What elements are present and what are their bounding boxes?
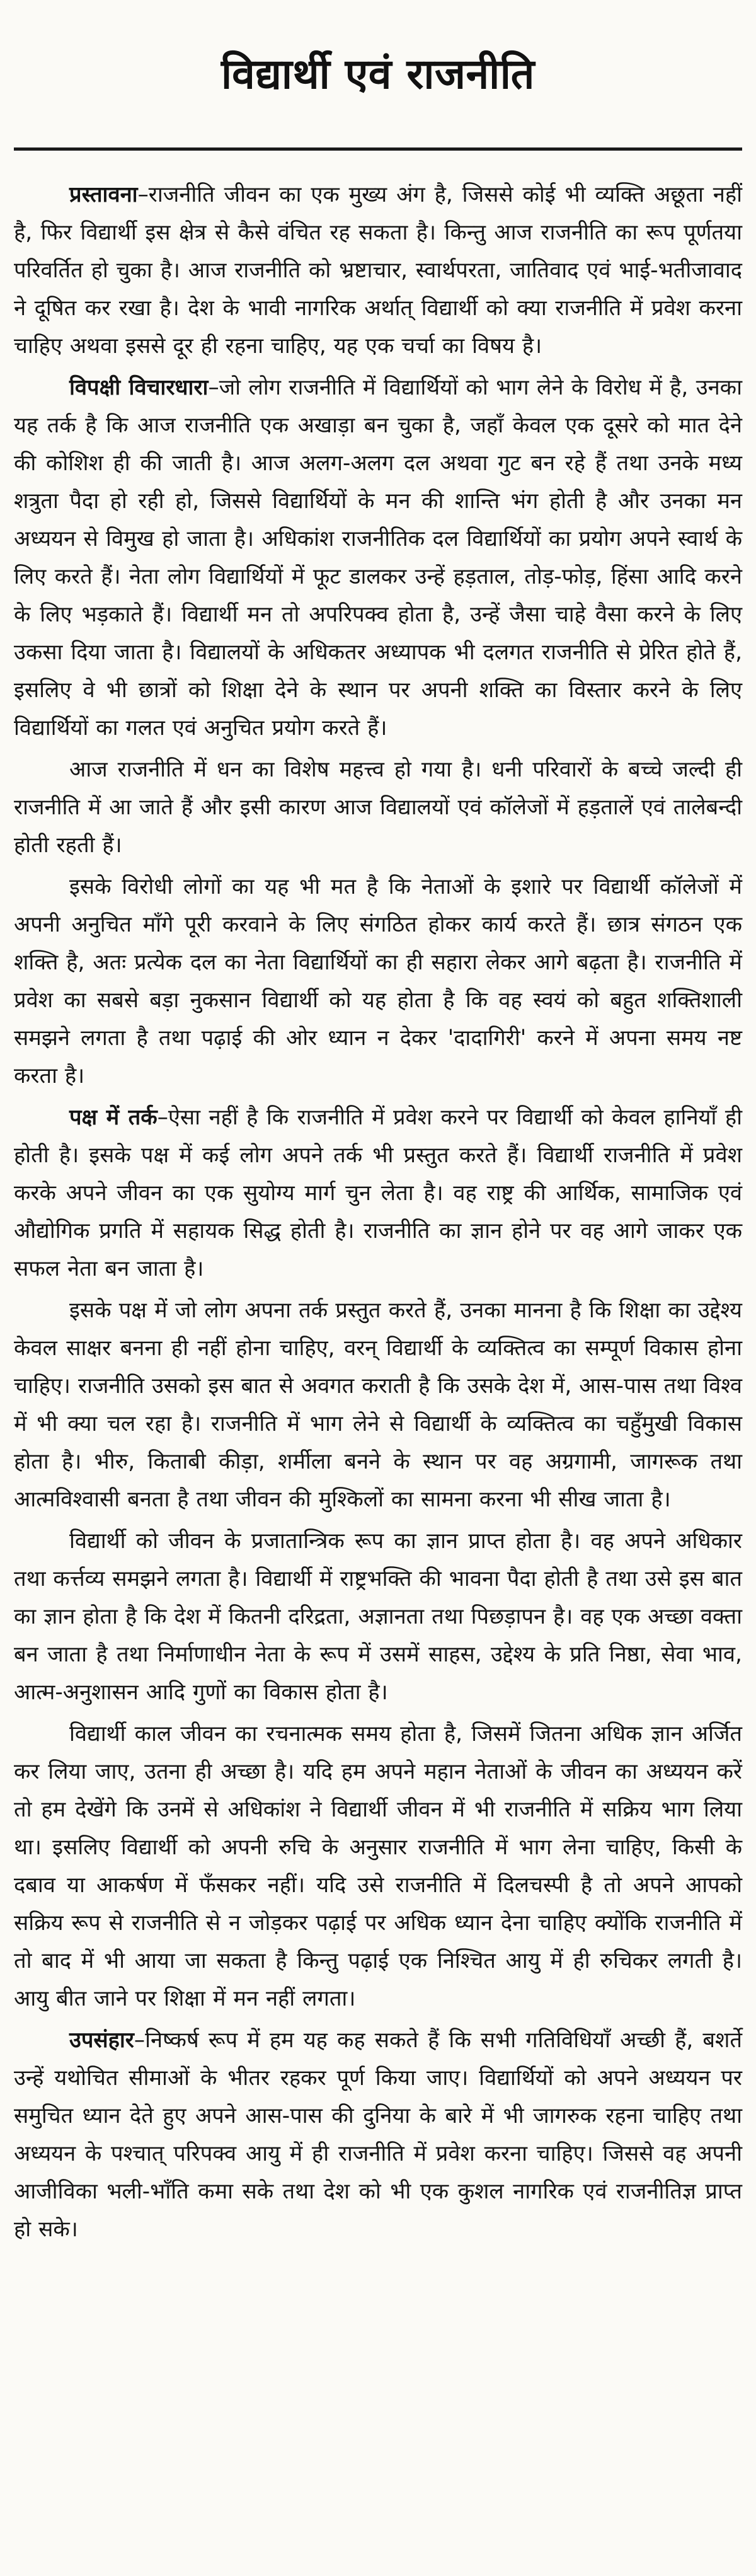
paragraph xyxy=(14,868,742,1095)
paragraph xyxy=(14,1522,742,1711)
paragraph-intro xyxy=(14,176,742,365)
paragraph xyxy=(14,1291,742,1518)
paragraph-arguments-for xyxy=(14,1099,742,1288)
page-title: विद्यार्थी एवं राजनीति xyxy=(221,50,535,99)
paragraph-text: –ऐसा नहीं है कि राजनीति में प्रवेश करने पर विद्यार्थी को केवल हानियाँ ही होती है। इसके पक्ष में कई लोग अपने तर्क भी प्रस्तुत करते हैं। विद्यार्थी राजनीति में प्रवेश करके अपने जीवन का एक सुयोग्य मार्ग चुन लेता है। वह राष्ट्र की आर्थिक, सामाजिक एवं औद्योगिक प्रगति में सहायक सिद्ध होती है। राजनीति का ज्ञान होने पर वह आगे जाकर एक सफल नेता बन जाता है। xyxy=(14,1104,742,1281)
paragraph-heading: पक्ष में तर्क xyxy=(69,1104,158,1130)
paragraph-text: विद्यार्थी काल जीवन का रचनात्मक समय होता है, जिसमें जितना अधिक ज्ञान अर्जित कर लिया जाए, उतना ही अच्छा है। यदि हम अपने महान नेताओं के जीवन का अध्ययन करें तो हम देखेंगे कि उनमें से अधिकांश ने विद्यार्थी जीवन में भी राजनीति में सक्रिय भाग लिया था। इसलिए विद्यार्थी को अपनी रुचि के अनुसार राजनीति में भाग लेना चाहिए, किसी के दबाव या आकर्षण में फँसकर नहीं। यदि उसे राजनीति में दिलचस्पी है तो अपने आपको सक्रिय रूप से राजनीति से न जोड़कर पढ़ाई पर अधिक ध्यान देना चाहिए क्योंकि राजनीति में तो बाद में भी आया जा सकता है किन्तु पढ़ाई एक निश्चित आयु में ही रुचिकर लगती है। आयु बीत जाने पर शिक्षा में मन नहीं लगता। xyxy=(14,1721,742,2011)
paragraph-text: इसके पक्ष में जो लोग अपना तर्क प्रस्तुत करते हैं, उनका मानना है कि शिक्षा का उद्देश्य केवल साक्षर बनना ही नहीं होना चाहिए, वरन् विद्यार्थी के व्यक्तित्व का सम्पूर्ण विकास होना चाहिए। राजनीति उसको इस बात से अवगत कराती है कि उसके देश में, आस-पास तथा विश्व में भी क्या चल रहा है। राजनीति में भाग लेने से विद्यार्थी के व्यक्तित्व का चहुँमुखी विकास होता है। भीरु, किताबी कीड़ा, शर्मीला बनने के स्थान पर वह अग्रगामी, जागरूक तथा आत्मविश्वासी बनता है तथा जीवन की मुश्किलों का सामना करना भी सीख जाता है। xyxy=(14,1297,742,1512)
paragraph-text: –जो लोग राजनीति में विद्यार्थियों को भाग लेने के विरोध में है, उनका यह तर्क है कि आज राजनीति एक अखाड़ा बन चुका है, जहाँ केवल एक दूसरे को मात देने की कोशिश ही की जाती है। आज अलग-अलग दल अथवा गुट बन रहे हैं तथा उनके मध्य शत्रुता पैदा हो रही हो, जिससे विद्यार्थियों के मन की शान्ति भंग होती है और उनका मन अध्ययन से विमुख हो जाता है। अधिकांश राजनीतिक दल विद्यार्थियों का प्रयोग अपने स्वार्थ के लिए करते हैं। नेता लोग विद्यार्थियों में फूट डालकर उन्हें हड़ताल, तोड़-फोड़, हिंसा आदि करने के लिए भड़काते हैं। विद्यार्थी मन तो अपरिपक्व होता है, उन्हें जैसा चाहे वैसा करने के लिए उकसा दिया जाता है। विद्यालयों के अधिकतर अध्यापक भी दलगत राजनीति से प्रेरित होते हैं, इसलिए वे भी छात्रों को शिक्षा देने के स्थान पर अपनी शक्ति का विस्तार करने के लिए विद्यार्थियों का गलत एवं अनुचित प्रयोग करते हैं। xyxy=(14,374,742,741)
title-divider xyxy=(14,147,742,151)
paragraph-conclusion xyxy=(14,2021,742,2248)
paragraph-text: इसके विरोधी लोगों का यह भी मत है कि नेताओं के इशारे पर विद्यार्थी कॉलेजों में अपनी अनुचित माँगे पूरी करवाने के लिए संगठित होकर कार्य करते हैं। छात्र संगठन एक शक्ति है, अतः प्रत्येक दल का नेता विद्यार्थियों का ही सहारा लेकर आगे बढ़ता है। राजनीति में प्रवेश का सबसे बड़ा नुकसान विद्यार्थी को यह होता है कि वह स्वयं को बहुत शक्तिशाली समझने लगता है तथा पढ़ाई की ओर ध्यान न देकर 'दादागिरी' करने में अपना समय नष्ट करता है। xyxy=(14,874,742,1089)
paragraph-text: –निष्कर्ष रूप में हम यह कह सकते हैं कि सभी गतिविधियाँ अच्छी हैं, बशर्ते उन्हें यथोचित सीमाओं के भीतर रहकर पूर्ण किया जाए। विद्यार्थियों को अपने अध्ययन पर समुचित ध्यान देते हुए अपने आस-पास की दुनिया के बारे में भी जागरुक रहना चाहिए तथा अध्ययन के पश्चात् परिपक्व आयु में ही राजनीति में प्रवेश करना चाहिए। जिससे वह अपनी आजीविका भली-भाँति कमा सके तथा देश को भी एक कुशल नागरिक एवं राजनीतिज्ञ प्राप्त हो सके। xyxy=(14,2027,742,2242)
paragraph-opposing-view xyxy=(14,369,742,747)
paragraph-heading: विपक्षी विचारधारा xyxy=(69,374,209,400)
paragraph-text: विद्यार्थी को जीवन के प्रजातान्त्रिक रूप का ज्ञान प्राप्त होता है। वह अपने अधिकार तथा कर्त्तव्य समझने लगता है। विद्यार्थी में राष्ट्रभक्ति की भावना पैदा होती है तथा उसे इस बात का ज्ञान होता है कि देश में कितनी दरिद्रता, अज्ञानता तथा पिछड़ापन है। वह एक अच्छा वक्ता बन जाता है तथा निर्माणाधीन नेता के रूप में उसमें साहस, उद्देश्य के प्रति निष्ठा, सेवा भाव, आत्म-अनुशासन आदि गुणों का विकास होता है। xyxy=(14,1528,742,1705)
paragraph xyxy=(14,1715,742,2018)
paragraph-text: आज राजनीति में धन का विशेष महत्त्व हो गया है। धनी परिवारों के बच्चे जल्दी ही राजनीति में आ जाते हैं और इसी कारण आज विद्यालयों एवं कॉलेजों में हड़तालें एवं तालेबन्दी होती रहती हैं। xyxy=(14,756,742,858)
paragraph-heading: उपसंहार xyxy=(69,2027,134,2053)
paragraph-text: –राजनीति जीवन का एक मुख्य अंग है, जिससे कोई भी व्यक्ति अछूता नहीं है, फिर विद्यार्थी इस क्षेत्र से कैसे वंचित रह सकता है। किन्तु आज राजनीति का रूप पूर्णतया परिवर्तित हो चुका है। आज राजनीति को भ्रष्टाचार, स्वार्थपरता, जातिवाद एवं भाई-भतीजावाद ने दूषित कर रखा है। देश के भावी नागरिक अर्थात् विद्यार्थी को क्या राजनीति में प्रवेश करना चाहिए अथवा इससे दूर ही रहना चाहिए, यह एक चर्चा का विषय है। xyxy=(14,182,742,359)
paragraph-heading: प्रस्तावना xyxy=(69,182,138,207)
paragraph xyxy=(14,751,742,864)
essay-body xyxy=(14,176,742,2248)
title-area xyxy=(14,13,742,127)
